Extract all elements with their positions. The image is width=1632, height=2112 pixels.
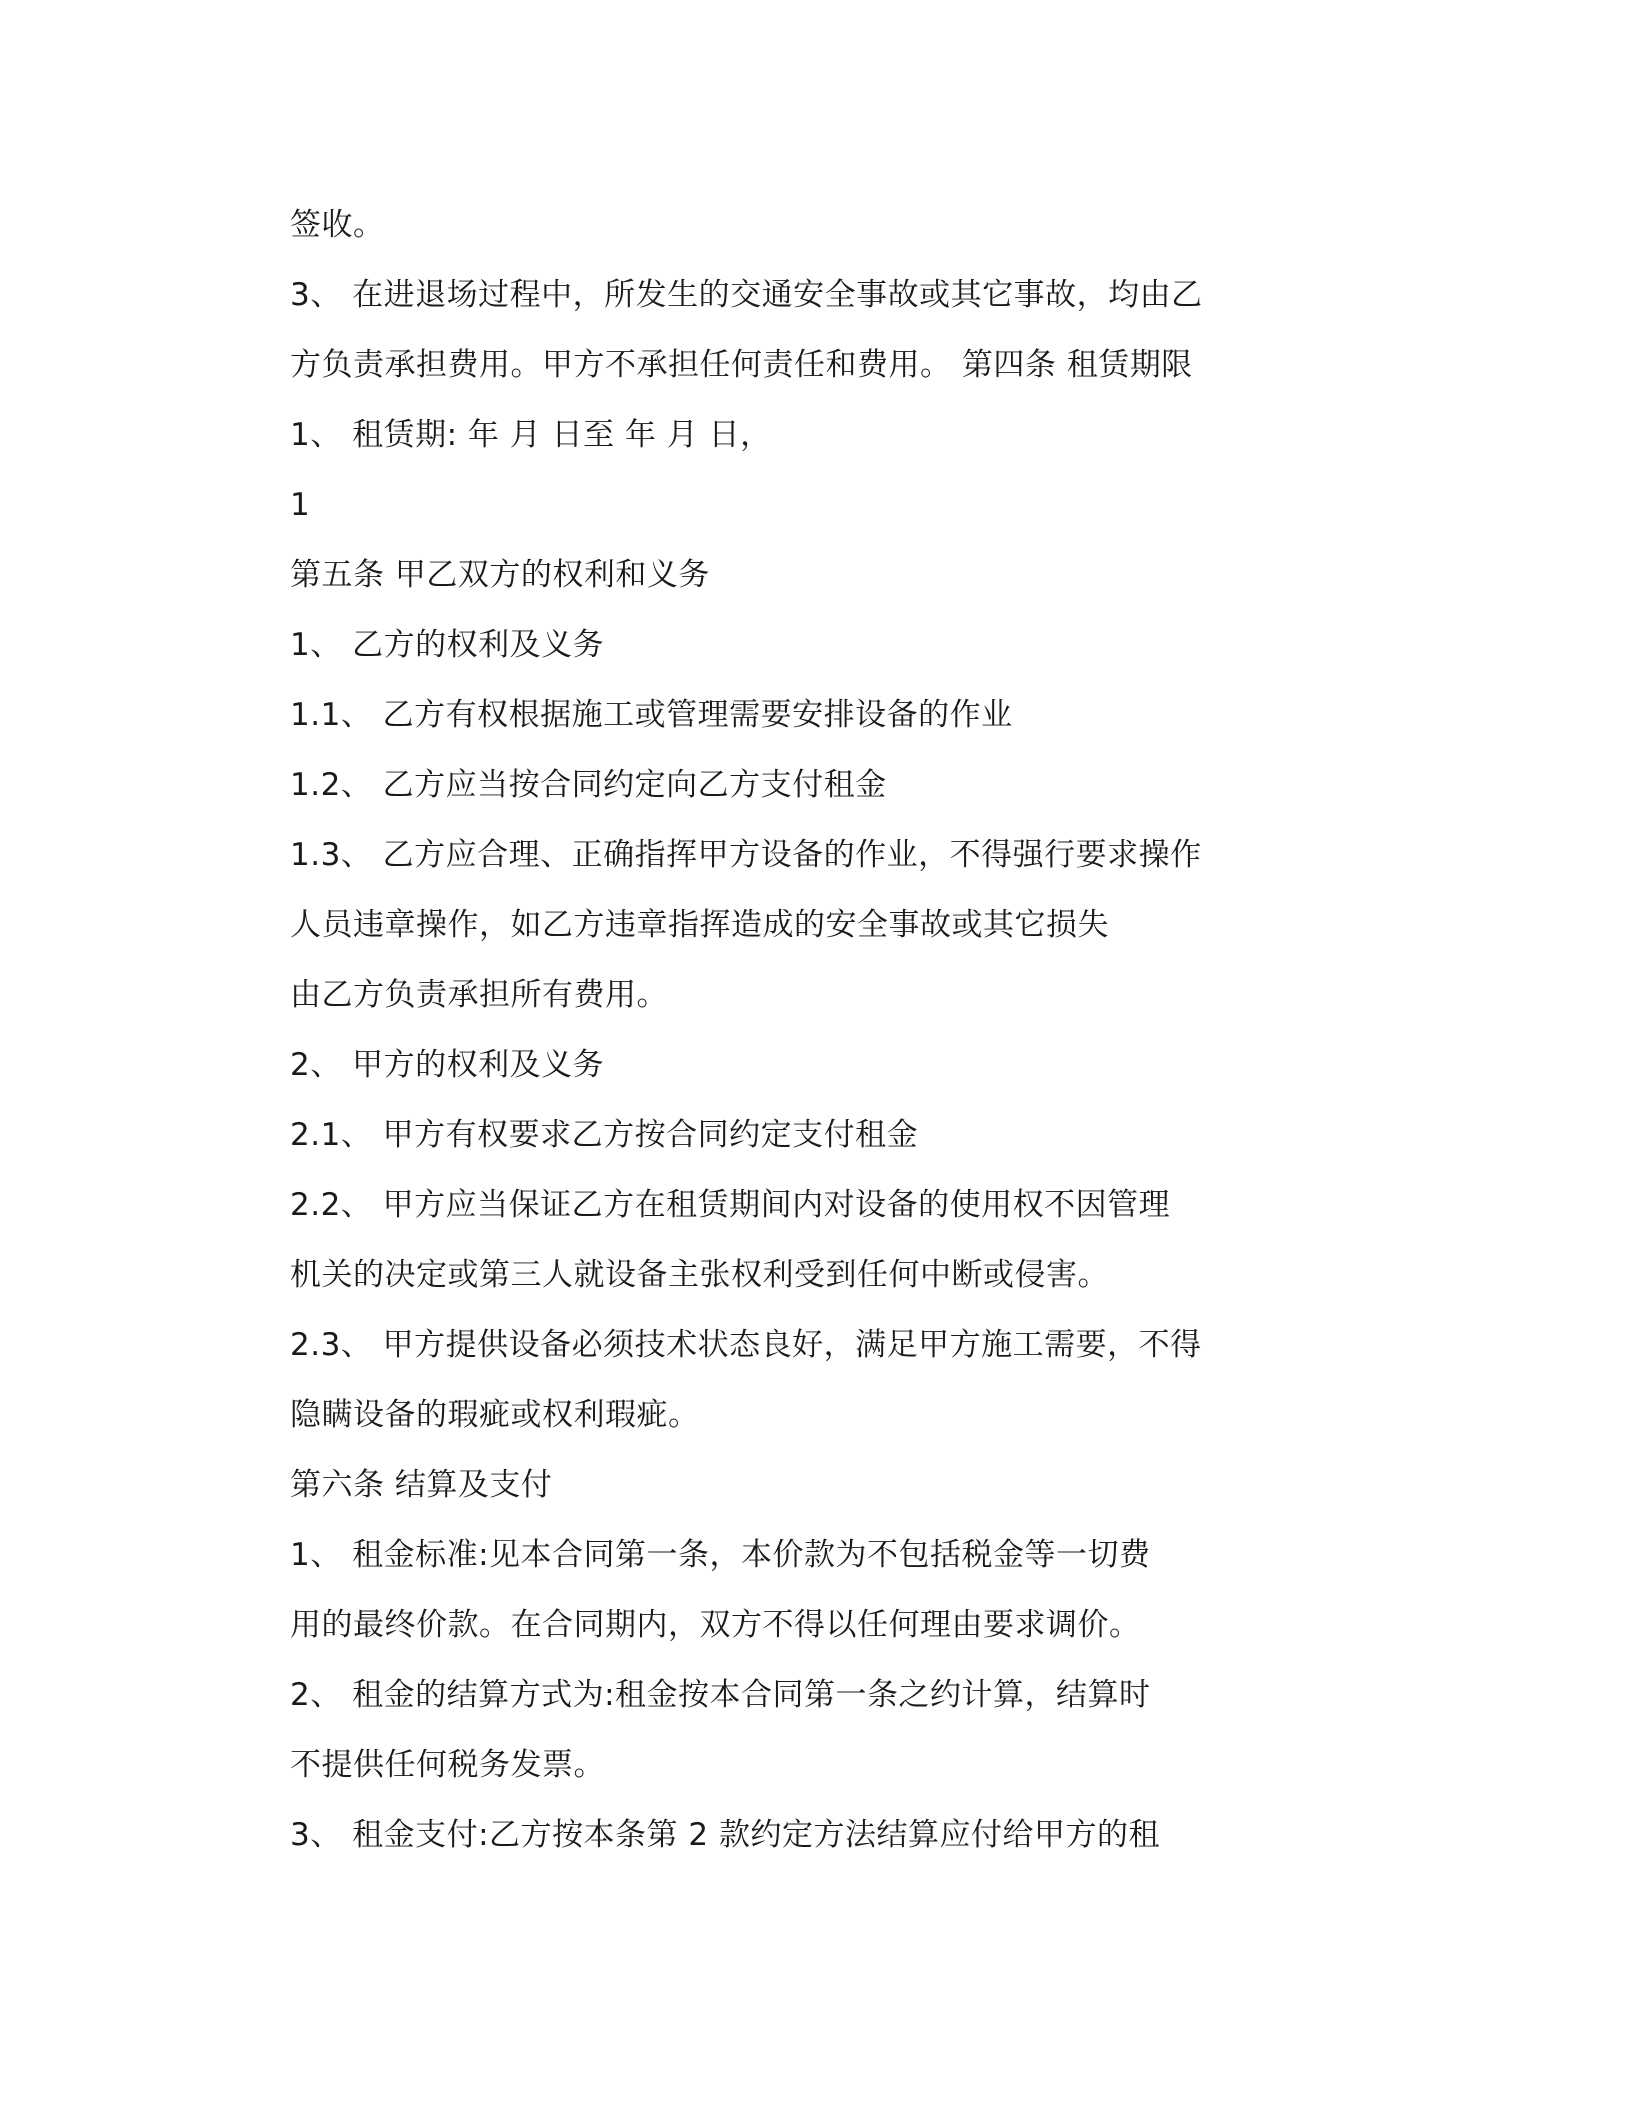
text-line: 2、 租金的结算方式为:租金按本合同第一条之约计算，结算时 — [290, 1677, 1151, 1713]
text-line: 2.3、 甲方提供设备必须技术状态良好，满足甲方施工需要，不得 — [290, 1327, 1202, 1363]
text-line: 人员违章操作，如乙方违章指挥造成的安全事故或其它损失 — [290, 907, 1109, 943]
text-line: 由乙方负责承担所有费用。 — [290, 977, 668, 1013]
page-number: 1 — [290, 487, 311, 523]
text-line: 2.2、 甲方应当保证乙方在租赁期间内对设备的使用权不因管理 — [290, 1187, 1171, 1223]
text-line: 1、 乙方的权利及义务 — [290, 627, 605, 663]
text-line: 1、 租赁期: 年 月 日至 年 月 日， — [290, 417, 772, 453]
text-line: 1.3、 乙方应合理、正确指挥甲方设备的作业，不得强行要求操作 — [290, 837, 1202, 873]
text-line: 用的最终价款。在合同期内，双方不得以任何理由要求调价。 — [290, 1607, 1141, 1643]
text-line: 3、 在进退场过程中，所发生的交通安全事故或其它事故，均由乙 — [290, 277, 1203, 313]
text-line: 隐瞒设备的瑕疵或权利瑕疵。 — [290, 1397, 700, 1433]
text-line: 1.1、 乙方有权根据施工或管理需要安排设备的作业 — [290, 697, 1013, 733]
text-line: 方负责承担费用。甲方不承担任何责任和费用。 第四条 租赁期限 — [290, 347, 1193, 383]
text-line: 签收。 — [290, 207, 385, 243]
text-line: 2、 甲方的权利及义务 — [290, 1047, 605, 1083]
text-line: 2.1、 甲方有权要求乙方按合同约定支付租金 — [290, 1117, 919, 1153]
text-line: 机关的决定或第三人就设备主张权利受到任何中断或侵害。 — [290, 1257, 1109, 1293]
text-line: 3、 租金支付:乙方按本条第 2 款约定方法结算应付给甲方的租 — [290, 1817, 1160, 1853]
text-line: 1、 租金标准:见本合同第一条，本价款为不包括税金等一切费 — [290, 1537, 1151, 1573]
text-line: 1.2、 乙方应当按合同约定向乙方支付租金 — [290, 767, 887, 803]
text-line: 不提供任何税务发票。 — [290, 1747, 605, 1783]
section-heading: 第六条 结算及支付 — [290, 1467, 553, 1503]
section-heading: 第五条 甲乙双方的权利和义务 — [290, 557, 710, 593]
